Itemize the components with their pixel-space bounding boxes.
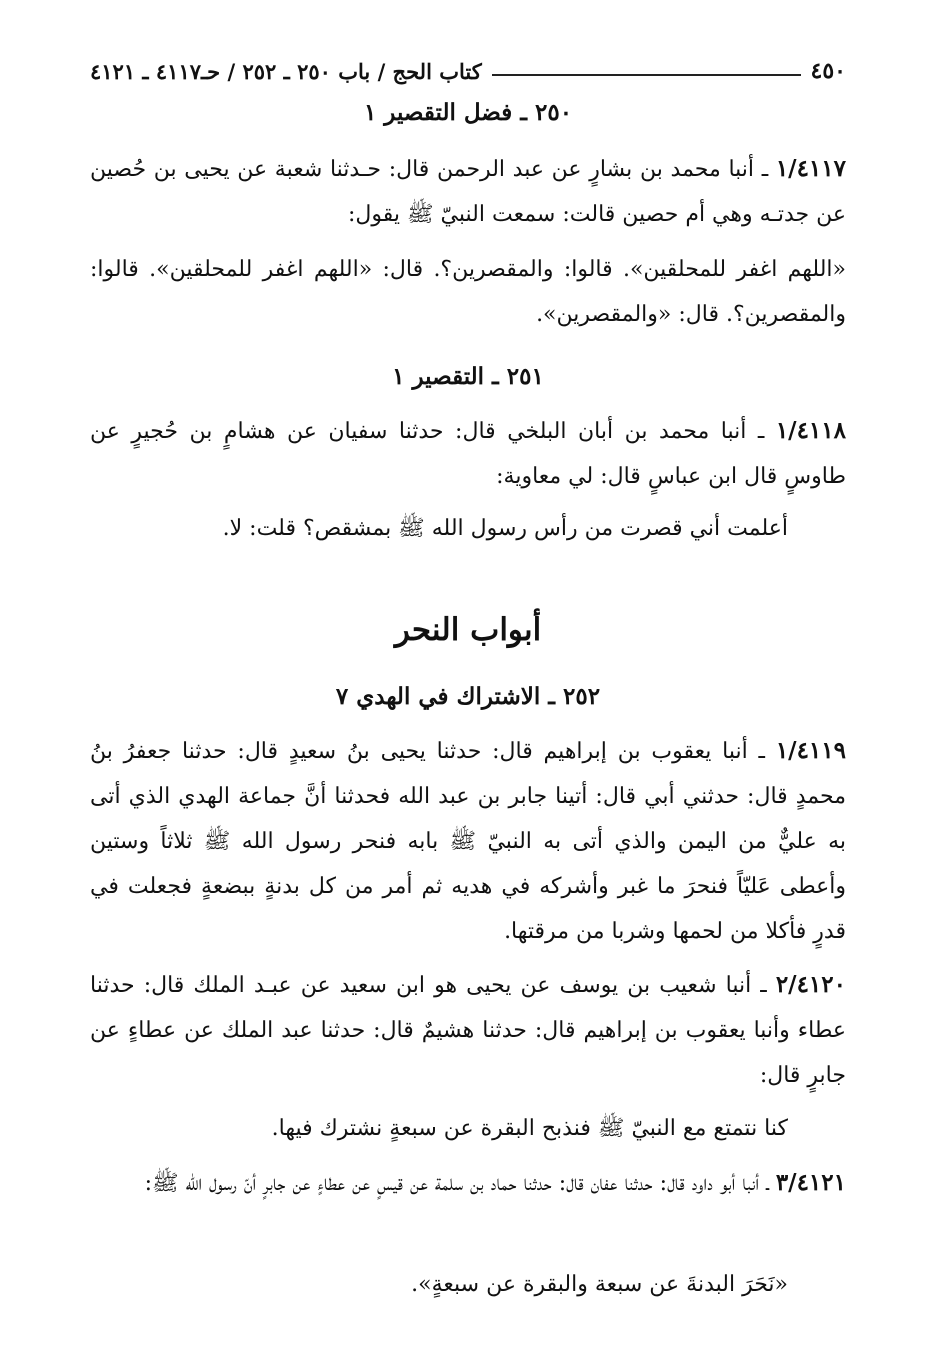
hadith-number: ١/٤١١٧ (775, 155, 846, 182)
hadith-number: ٣/٤١٢١ (775, 1169, 846, 1196)
hadith-4118 (90, 408, 846, 499)
hadith-number: ١/٤١١٨ (775, 417, 846, 444)
hadith-text: ـ أنبا محمد بن أبان البلخي قال: حدثنا سفيان عن هشامٍ بن حُجيرٍ عن طاوسٍ قال ابن عباسٍ قال: لي معاوية: (90, 419, 846, 489)
hadith-text: ـ أنبا أبو داود قال: حدثنا عفان قال: حدثنا حماد بن سلمة عن قيسٍ عن عطاءٍ عن جابرٍ أنّ رسول الله ﷺ: (144, 1171, 776, 1196)
chapter-heading-251: ٢٥١ ـ التقصير ١ (392, 363, 544, 390)
hadith-4118-quote: أعلمت أني قصرت من رأس رسول الله ﷺ بمشقص؟ قلت: لا. (222, 516, 788, 541)
hadith-text: ـ أنبا محمد بن بشارٍ عن عبد الرحمن قال: حـدثنا شعبة عن يحيى بن حُصين عن جدتـه وهي أم حصين قالت: سمعت النبيّ ﷺ يقول: (90, 157, 846, 227)
header-rule (492, 74, 801, 76)
hadith-4121-quote: «نَحَرَ البدنةَ عن سبعة والبقرة عن سبعةٍ». (411, 1272, 788, 1297)
running-head (90, 54, 846, 88)
major-section-title: أبواب النحر (394, 612, 542, 648)
hadith-number: ٢/٤١٢٠ (775, 971, 846, 998)
hadith-4120 (90, 962, 846, 1098)
hadith-text: ـ أنبا يعقوب بن إبراهيم قال: حدثنا يحيى بنُ سعيدٍ قال: حدثنا جعفرُ بنُ محمدٍ قال: حدثني أبي قال: أتينا جابر بن عبد الله فحدثنا أنَّ جماعة الهدي الذي أتى به عليٌّ من اليمن والذي أتى به النبيّ ﷺ بابه فنحر رسول الله ﷺ ثلاثاً وستين وأعطى عَليّاً فنحرَ ما غبر وأشركه في هديه ثم أمر من كل بدنةٍ ببضعةٍ فجعلت في قدرٍ فأكلا من لحمها وشربا من مرقتها. (90, 739, 846, 944)
book-page (90, 0, 846, 1357)
hadith-4117 (90, 146, 846, 237)
hadith-4119 (90, 728, 846, 954)
chapter-heading-252: ٢٥٢ ـ الاشتراك في الهدي ٧ (335, 683, 601, 710)
hadith-4120-quote: كنا نتمتع مع النبيّ ﷺ فنذبح البقرة عن سبعةٍ نشترك فيها. (271, 1116, 788, 1141)
hadith-4117-quote: «اللهم اغفر للمحلقين». قالوا: والمقصرين؟. قال: «اللهم اغفر للمحلقين». قالوا: والمقصرين؟. قال: «والمقصرين». (90, 257, 846, 327)
hadith-text: ـ أنبا شعيب بن يوسف عن يحيى هو ابن سعيد عن عبـد الملك قال: حدثنا عطاء وأنبا يعقوب بن إبراهيم قال: حدثنا هشيمٌ قال: حدثنا عبد الملك عن عطاءٍ عن جابرٍ قال: (90, 973, 846, 1088)
page-number: ٤٥٠ (810, 58, 846, 84)
hadith-number: ١/٤١١٩ (775, 737, 846, 764)
running-head-title: كتاب الحج / باب ٢٥٠ ـ ٢٥٢ / حـ٤١١٧ ـ ٤١٢١ (90, 58, 482, 84)
chapter-heading-250: ٢٥٠ ـ فضل التقصير ١ (363, 99, 573, 126)
hadith-4121 (90, 1160, 846, 1206)
